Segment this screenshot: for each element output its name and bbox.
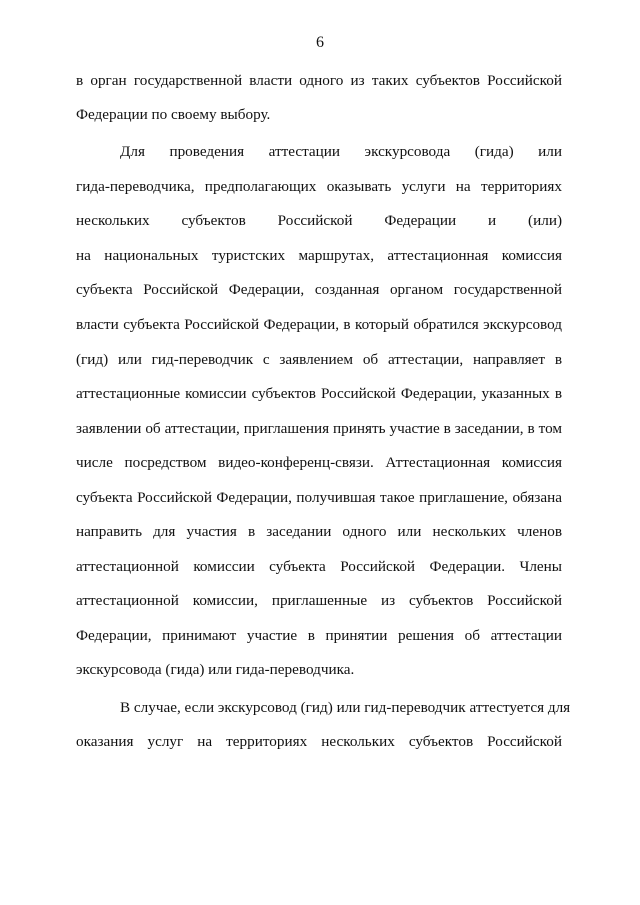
text-line: заявлении об аттестации, приглашения принять участие в заседании, в том bbox=[76, 420, 562, 437]
text-line: оказания услуг на территориях нескольких субъектов Российской bbox=[76, 733, 562, 750]
text-line: субъекта Российской Федерации, созданная органом государственной bbox=[76, 281, 562, 298]
text-line: власти субъекта Российской Федерации, в который обратился экскурсовод bbox=[76, 316, 562, 333]
text-line: субъекта Российской Федерации, получившая такое приглашение, обязана bbox=[76, 489, 562, 506]
page-number: 6 bbox=[316, 34, 324, 51]
text-line: направить для участия в заседании одного или нескольких членов bbox=[76, 523, 562, 540]
text-line: в орган государственной власти одного из таких субъектов Российской bbox=[76, 72, 562, 89]
text-line: аттестационной комиссии субъекта Российской Федерации. Члены bbox=[76, 558, 562, 575]
text-line: гида-переводчика, предполагающих оказывать услуги на территориях bbox=[76, 178, 562, 195]
text-line: Федерации по своему выбору. bbox=[76, 106, 271, 123]
text-line: экскурсовода (гида) или гида-переводчика. bbox=[76, 661, 355, 678]
text-line: (гид) или гид-переводчик с заявлением об аттестации, направляет в bbox=[76, 351, 562, 368]
text-line: В случае, если экскурсовод (гид) или гид-переводчик аттестуется для bbox=[120, 699, 571, 716]
text-line: аттестационной комиссии, приглашенные из субъектов Российской bbox=[76, 592, 562, 609]
text-line: аттестационные комиссии субъектов Российской Федерации, указанных в bbox=[76, 385, 562, 402]
text-line: числе посредством видео-конференц-связи. Аттестационная комиссия bbox=[76, 454, 562, 471]
text-line: Федерации, принимают участие в принятии решения об аттестации bbox=[76, 627, 562, 644]
text-line: нескольких субъектов Российской Федерации и (или) bbox=[76, 212, 562, 229]
text-line: Для проведения аттестации экскурсовода (гида) или bbox=[120, 143, 562, 160]
text-line: на национальных туристских маршрутах, аттестационная комиссия bbox=[76, 247, 562, 264]
